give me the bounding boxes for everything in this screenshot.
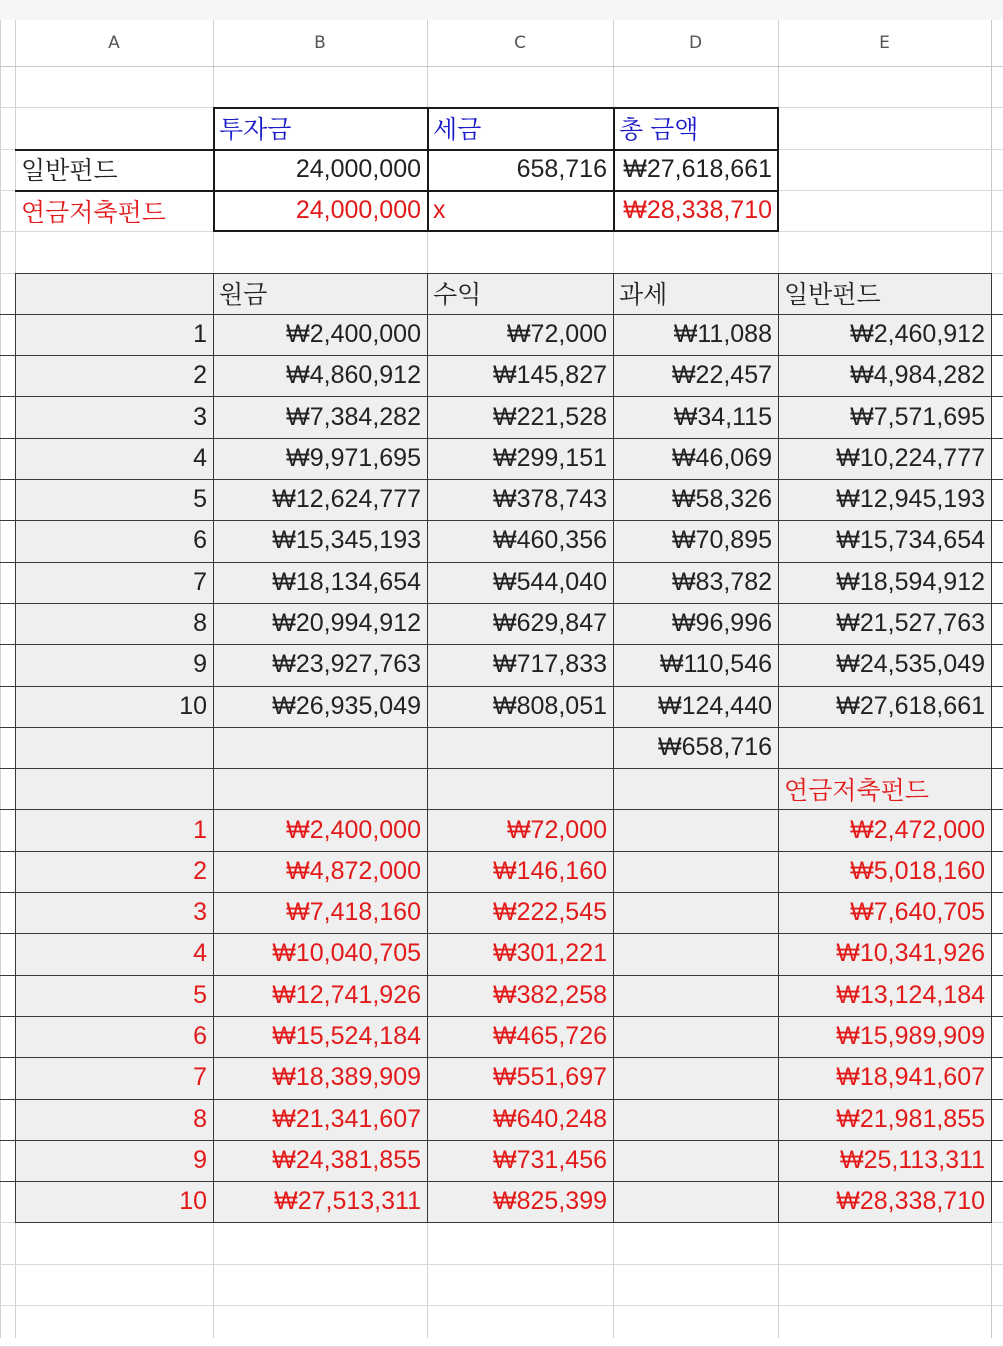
grid-hline: [0, 231, 1003, 232]
general-fund-cell[interactable]: ₩15,734,654: [836, 526, 985, 555]
general-fund-cell[interactable]: ₩7,384,282: [286, 402, 421, 431]
general-fund-cell[interactable]: ₩24,535,049: [836, 650, 985, 679]
pension-fund-cell[interactable]: ₩2,472,000: [850, 815, 985, 844]
general-fund-cell[interactable]: ₩4,860,912: [286, 361, 421, 390]
summary-total[interactable]: ₩28,338,710: [623, 196, 772, 225]
general-fund-header[interactable]: 과세: [619, 281, 668, 310]
general-fund-cell[interactable]: ₩26,935,049: [272, 691, 421, 720]
general-fund-cell[interactable]: ₩18,134,654: [272, 567, 421, 596]
summary-header[interactable]: 총 금액: [619, 115, 699, 144]
pension-fund-cell[interactable]: ₩28,338,710: [836, 1187, 985, 1216]
general-fund-cell[interactable]: ₩544,040: [493, 567, 607, 596]
general-fund-cell[interactable]: 5: [193, 485, 207, 514]
pension-fund-cell[interactable]: 7: [193, 1063, 207, 1092]
pension-fund-cell[interactable]: ₩465,726: [493, 1022, 607, 1051]
pension-fund-cell[interactable]: ₩640,248: [493, 1104, 607, 1133]
general-fund-cell[interactable]: ₩22,457: [671, 361, 772, 390]
column-header-e[interactable]: E: [879, 33, 890, 53]
summary-invest[interactable]: 24,000,000: [295, 154, 421, 183]
pension-fund-cell[interactable]: ₩27,513,311: [274, 1187, 421, 1216]
general-fund-cell[interactable]: 7: [193, 567, 207, 596]
pension-fund-cell[interactable]: ₩7,640,705: [850, 898, 985, 927]
pension-fund-cell[interactable]: ₩15,524,184: [272, 1022, 421, 1051]
summary-row-label[interactable]: 일반펀드: [21, 157, 118, 186]
general-fund-cell[interactable]: 2: [193, 361, 207, 390]
pension-fund-cell[interactable]: ₩5,018,160: [850, 856, 985, 885]
general-fund-cell[interactable]: 1: [193, 319, 207, 348]
general-fund-cell[interactable]: ₩7,571,695: [850, 402, 985, 431]
general-fund-cell[interactable]: ₩15,345,193: [272, 526, 421, 555]
general-fund-cell[interactable]: 10: [179, 691, 207, 720]
general-fund-cell[interactable]: ₩58,326: [671, 485, 772, 514]
general-fund-cell[interactable]: ₩9,971,695: [286, 443, 421, 472]
pension-fund-cell[interactable]: ₩10,040,705: [272, 939, 421, 968]
general-fund-cell[interactable]: ₩18,594,912: [836, 567, 985, 596]
pension-fund-cell[interactable]: 4: [193, 939, 207, 968]
pension-fund-cell[interactable]: ₩13,124,184: [836, 980, 985, 1009]
pension-fund-cell[interactable]: ₩7,418,160: [286, 898, 421, 927]
pension-fund-cell[interactable]: 3: [193, 898, 207, 927]
general-fund-cell[interactable]: 6: [193, 526, 207, 555]
pension-fund-cell[interactable]: 5: [193, 980, 207, 1009]
column-header-a[interactable]: A: [108, 33, 120, 53]
pension-fund-cell[interactable]: ₩222,545: [493, 898, 607, 927]
summary-row-label[interactable]: 연금저축펀드: [21, 198, 166, 227]
general-fund-cell[interactable]: ₩124,440: [658, 691, 772, 720]
pension-fund-cell[interactable]: ₩21,341,607: [272, 1104, 421, 1133]
grid-hline: [0, 66, 1003, 67]
pension-fund-cell[interactable]: ₩146,160: [493, 856, 607, 885]
general-fund-cell[interactable]: ₩72,000: [506, 319, 607, 348]
general-fund-cell[interactable]: ₩34,115: [673, 402, 772, 431]
general-fund-cell[interactable]: ₩10,224,777: [836, 443, 985, 472]
pension-fund-cell[interactable]: ₩382,258: [493, 980, 607, 1009]
pension-fund-cell[interactable]: ₩21,981,855: [836, 1104, 985, 1133]
column-header-d[interactable]: D: [688, 33, 703, 53]
general-fund-cell[interactable]: 8: [193, 609, 207, 638]
general-fund-cell[interactable]: ₩83,782: [671, 567, 772, 596]
general-fund-cell[interactable]: ₩629,847: [493, 609, 607, 638]
summary-invest[interactable]: 24,000,000: [295, 196, 421, 225]
pension-fund-cell[interactable]: ₩551,697: [493, 1063, 607, 1092]
pension-fund-cell[interactable]: ₩25,113,311: [839, 1145, 985, 1174]
general-fund-cell[interactable]: ₩110,546: [659, 650, 772, 679]
summary-total[interactable]: ₩27,618,661: [623, 154, 772, 183]
pension-fund-cell[interactable]: ₩731,456: [493, 1145, 607, 1174]
general-fund-cell[interactable]: ₩808,051: [493, 691, 607, 720]
column-header-c[interactable]: C: [514, 33, 526, 53]
general-fund-cell[interactable]: ₩460,356: [493, 526, 607, 555]
tax-total-cell[interactable]: ₩658,716: [658, 732, 772, 761]
general-fund-cell[interactable]: ₩378,743: [493, 485, 607, 514]
pension-fund-cell[interactable]: 9: [193, 1145, 207, 1174]
grid-hline: [0, 1264, 1003, 1265]
pension-fund-cell[interactable]: ₩15,989,909: [836, 1022, 985, 1051]
pension-fund-cell[interactable]: ₩301,221: [493, 939, 607, 968]
general-fund-cell[interactable]: 3: [193, 402, 207, 431]
summary-tax[interactable]: 658,716: [516, 154, 607, 183]
pension-fund-cell[interactable]: ₩10,341,926: [836, 939, 985, 968]
general-fund-cell[interactable]: ₩20,994,912: [272, 609, 421, 638]
general-fund-cell[interactable]: ₩21,527,763: [836, 609, 985, 638]
pension-fund-cell[interactable]: 2: [193, 856, 207, 885]
general-fund-header[interactable]: 원금: [219, 281, 268, 310]
pension-fund-cell[interactable]: 1: [193, 815, 207, 844]
pension-fund-header[interactable]: 연금저축펀드: [784, 776, 929, 805]
pension-fund-cell[interactable]: 10: [179, 1187, 207, 1216]
general-fund-cell[interactable]: 4: [193, 443, 207, 472]
general-fund-header[interactable]: 수익: [433, 281, 482, 310]
summary-header[interactable]: 세금: [433, 115, 482, 144]
general-fund-cell[interactable]: ₩221,528: [493, 402, 607, 431]
general-fund-cell[interactable]: ₩145,827: [493, 361, 607, 390]
general-fund-cell[interactable]: ₩4,984,282: [850, 361, 985, 390]
pension-fund-cell[interactable]: 8: [193, 1104, 207, 1133]
general-fund-header[interactable]: 일반펀드: [784, 281, 881, 310]
general-fund-cell[interactable]: ₩299,151: [493, 443, 607, 472]
pension-fund-cell[interactable]: ₩72,000: [506, 815, 607, 844]
summary-header[interactable]: 투자금: [219, 115, 292, 144]
general-fund-cell[interactable]: ₩12,945,193: [836, 485, 985, 514]
general-fund-cell[interactable]: ₩2,460,912: [850, 319, 985, 348]
pension-fund-cell[interactable]: ₩18,941,607: [836, 1063, 985, 1092]
general-fund-cell[interactable]: ₩717,833: [493, 650, 607, 679]
general-fund-cell[interactable]: ₩96,996: [671, 609, 772, 638]
pension-fund-cell[interactable]: ₩18,389,909: [272, 1063, 421, 1092]
pension-fund-cell[interactable]: ₩2,400,000: [286, 815, 421, 844]
general-fund-cell[interactable]: ₩46,069: [671, 443, 772, 472]
pension-fund-cell[interactable]: ₩825,399: [493, 1187, 607, 1216]
general-fund-cell[interactable]: ₩27,618,661: [836, 691, 985, 720]
pension-fund-cell[interactable]: ₩4,872,000: [286, 856, 421, 885]
general-fund-cell[interactable]: ₩11,088: [673, 319, 772, 348]
general-fund-cell[interactable]: 9: [193, 650, 207, 679]
pension-fund-cell[interactable]: 6: [193, 1022, 207, 1051]
column-header-b[interactable]: B: [314, 33, 326, 53]
pension-fund-cell[interactable]: ₩24,381,855: [272, 1145, 421, 1174]
grid-hline: [0, 727, 1003, 728]
general-fund-cell[interactable]: ₩2,400,000: [286, 319, 421, 348]
general-fund-cell[interactable]: ₩70,895: [671, 526, 772, 555]
general-fund-cell[interactable]: ₩23,927,763: [272, 650, 421, 679]
grid-hline: [0, 1305, 1003, 1306]
pension-fund-cell[interactable]: ₩12,741,926: [272, 980, 421, 1009]
general-fund-cell[interactable]: ₩12,624,777: [272, 485, 421, 514]
grid-hline: [0, 1222, 1003, 1223]
summary-tax[interactable]: x: [433, 196, 446, 225]
